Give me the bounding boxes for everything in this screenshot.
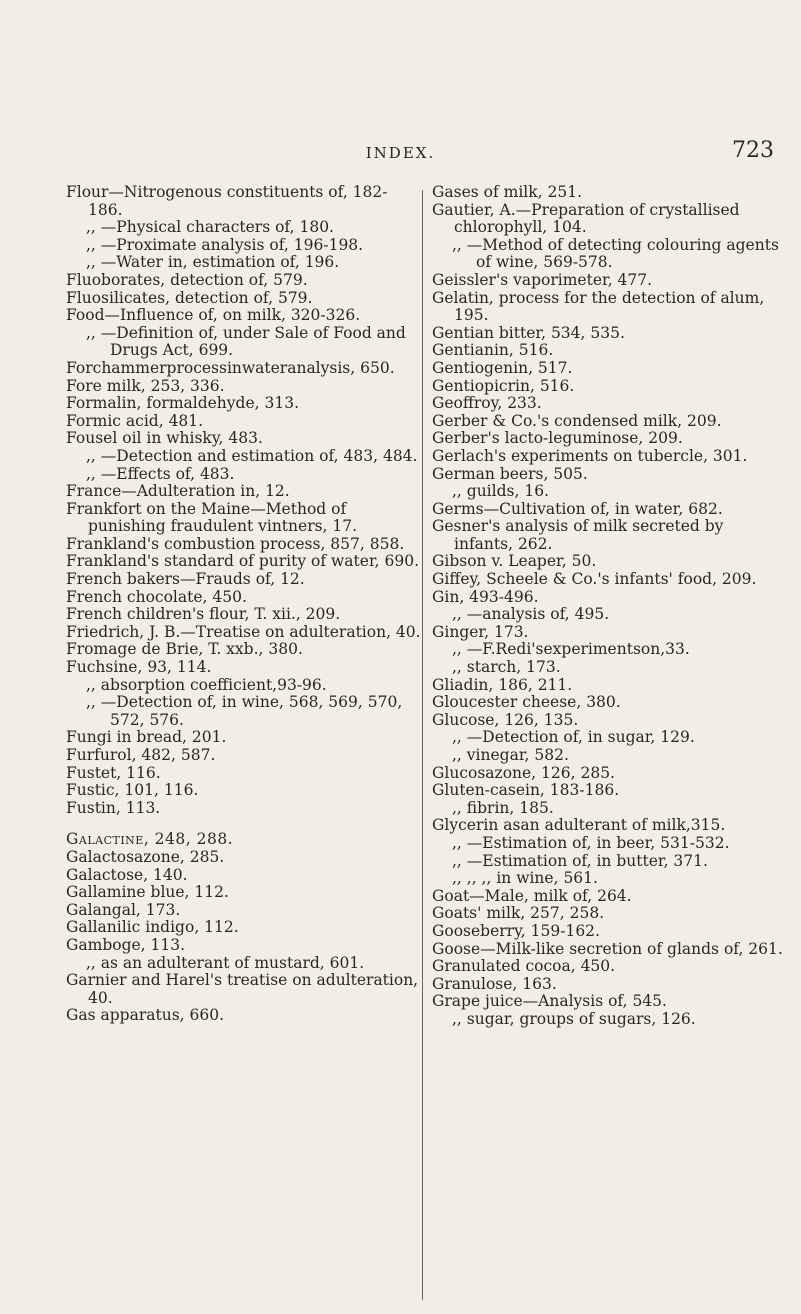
index-entry: Formic acid, 481. [66,411,204,430]
index-subentry: ,, —Physical characters of, 180. [86,218,334,237]
index-entry: Galactine, 248, 288. [66,830,234,849]
index-entry: Gerlach's experiments on tubercle, 301. [432,446,748,465]
index-entry: Galactosazone, 285. [66,847,225,866]
index-entry: Giffey, Scheele & Co.'s infants' food, 209. [432,570,757,589]
index-entry: Gases of milk, 251. [432,183,582,201]
index-entry: Glucose, 126, 135. [432,710,579,729]
index-entry: Granulose, 163. [432,974,557,993]
index-subentry: ,, starch, 173. [452,658,561,677]
index-entry: Goat—Male, milk of, 264. [432,886,632,905]
index-subentry: ,, —analysis of, 495. [452,605,610,624]
index-subentry: ,, —Estimation of, in butter, 371. [452,851,708,870]
index-entry: Fousel oil in whisky, 483. [66,429,263,448]
index-entry: Gautier, A.—Preparation of crystallised chlorophyll, 104. [432,200,740,237]
index-entry: Flour—Nitrogenous constituents of, 182-186. [66,183,388,219]
index-subentry: ,, fibrin, 185. [452,798,554,817]
index-entry: Fluoborates, detection of, 579. [66,270,308,289]
index-entry: Forchammerprocessinwateranalysis, 650. [66,358,395,377]
index-entry: Gentiogenin, 517. [432,358,573,377]
index-subentry: ,, —Detection of, in sugar, 129. [452,728,695,747]
index-entry: Gentianin, 516. [432,341,554,360]
index-entry: Galactose, 140. [66,865,188,884]
index-entry: Gerber & Co.'s condensed milk, 209. [432,411,722,430]
index-subentry: ,, —Detection of, in wine, 568, 569, 570, 572, 576. [86,693,403,729]
index-entry: Glucosazone, 126, 285. [432,763,615,782]
index-subentry: ,, —Water in, estimation of, 196. [86,253,340,272]
index-entry: Fustet, 116. [66,763,161,782]
index-entry: Fustic, 101, 116. [66,781,199,800]
running-header: INDEX. [365,144,436,162]
index-entry: Food—Influence of, on milk, 320-326. [66,306,361,325]
index-entry: Furfurol, 482, 587. [66,746,216,764]
index-subentry: ,, —F.Redi'sexperimentson,33. [452,640,690,659]
index-entry: Gloucester cheese, 380. [432,693,621,712]
index-entry: Gin, 493-496. [432,587,539,606]
index-entry: Fustin, 113. [66,798,161,817]
index-entry: Gluten-casein, 183-186. [432,781,620,800]
index-entry: Goats' milk, 257, 258. [432,904,605,923]
index-entry: Gerber's lacto-leguminose, 209. [432,429,683,448]
index-entry: Fluosilicates, detection of, 579. [66,288,313,307]
index-entry: Frankland's combustion process, 857, 858. [66,534,405,553]
index-subentry: ,, guilds, 16. [452,482,549,501]
index-entry: Goose—Milk-like secretion of glands of, 261. [432,939,783,958]
index-subentry: ,, —Effects of, 483. [86,464,235,483]
index-entry: Gallanilic indigo, 112. [66,918,239,937]
index-entry: German beers, 505. [432,464,588,483]
index-entry: French children's flour, T. xii., 209. [66,605,341,624]
index-entry: Garnier and Harel's treatise on adulteration, 40. [66,971,419,1007]
index-entry: Gesner's analysis of milk secreted by infants, 262. [432,517,724,553]
index-subentry: ,, absorption coefficient,93-96. [86,675,327,694]
index-entry: Gibson v. Leaper, 50. [432,552,597,571]
index-entry: Formalin, formaldehyde, 313. [66,394,300,413]
index-subentry: ,, —Method of detecting colouring agents of wine, 569-578. [452,235,779,272]
index-entry: Frankfort on the Maine—Method of punishing fraudulent vintners, 17. [66,499,358,536]
index-entry: Granulated cocoa, 450. [432,957,616,976]
index-entry: Geissler's vaporimeter, 477. [432,270,653,289]
index-entry: Geoffroy, 233. [432,394,542,413]
index-entry: Fungi in bread, 201. [66,728,227,747]
index-subentry: ,, ,, ,, in wine, 561. [452,869,598,888]
index-subentry: ,, —Estimation of, in beer, 531-532. [452,833,730,852]
index-subentry: ,, as an adulterant of mustard, 601. [86,953,365,972]
index-entry: Gentiopicrin, 516. [432,376,575,395]
index-column-right [432,184,787,1029]
index-entry: French bakers—Frauds of, 12. [66,570,305,589]
index-entry: Gelatin, process for the detection of alum, 195. [432,288,765,325]
index-entry: Gentian bitter, 534, 535. [432,323,625,342]
index-entry: Fromage de Brie, T. xxb., 380. [66,640,303,659]
index-entry: Gliadin, 186, 211. [432,675,573,694]
index-entry: Grape juice—Analysis of, 545. [432,992,667,1011]
index-entry: Glycerin asan adulterant of milk,315. [432,816,726,835]
index-section-gap [66,817,421,831]
page-number: 723 [732,138,774,163]
index-subentry: ,, sugar, groups of sugars, 126. [452,1009,696,1028]
column-divider [422,190,423,1300]
index-entry: French chocolate, 450. [66,587,247,606]
index-entry: Frankland's standard of purity of water, 690. [66,552,420,571]
index-entry: Fuchsine, 93, 114. [66,658,212,677]
index-entry: Gooseberry, 159-162. [432,921,600,940]
index-subentry: ,, vinegar, 582. [452,746,569,764]
index-subentry: ,, —Definition of, under Sale of Food and Drugs Act, 699. [86,323,406,360]
index-entry: France—Adulteration in, 12. [66,482,290,501]
index-column-left [66,184,421,1025]
index-entry: Friedrich, J. B.—Treatise on adulteration, 40. [66,622,421,641]
index-entry: Gas apparatus, 660. [66,1006,225,1025]
index-entry: Germs—Cultivation of, in water, 682. [432,499,723,518]
index-entry: Gallamine blue, 112. [66,883,229,902]
index-entry: Gamboge, 113. [66,935,186,954]
index-entry: Ginger, 173. [432,622,529,641]
index-subentry: ,, —Proximate analysis of, 196-198. [86,235,364,254]
index-entry: Galangal, 173. [66,900,181,919]
index-entry: Fore milk, 253, 336. [66,376,225,395]
index-subentry: ,, —Detection and estimation of, 483, 484. [86,446,418,465]
